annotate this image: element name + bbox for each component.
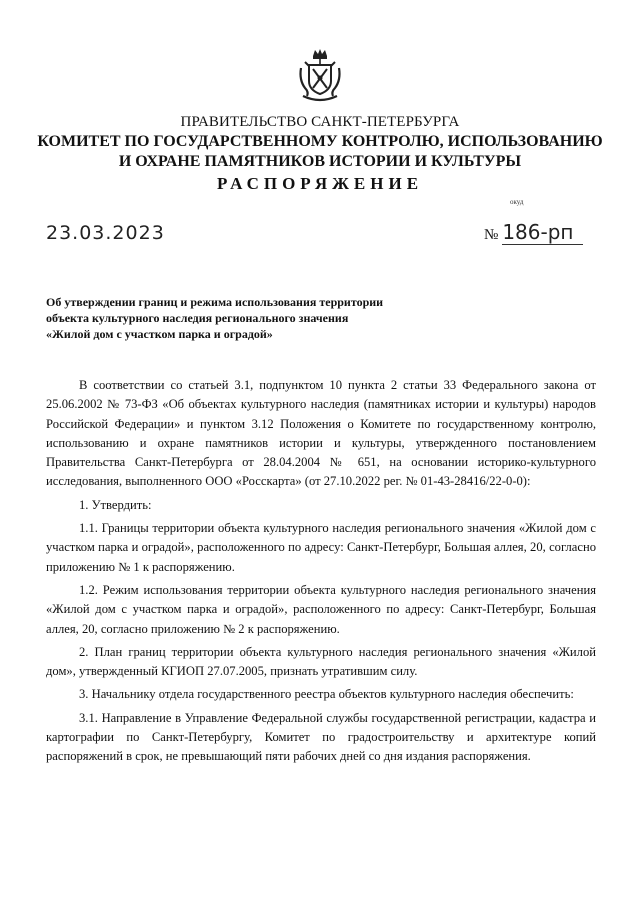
clause-1-2: 1.2. Режим использования территории объекта культурного наследия регионального значения «Жилой дом с участком парка и оградой», расположенного по адресу: Санкт-Петербург, Большая аллея, 20, согласно приложению № 2 к распоряжению. <box>46 582 596 636</box>
document-date: 23.03.2023 <box>46 222 165 244</box>
committee-title-line-1: КОМИТЕТ ПО ГОСУДАРСТВЕННОМУ КОНТРОЛЮ, ИСПОЛЬЗОВАНИЮ <box>37 133 603 150</box>
committee-title-line-2: И ОХРАНЕ ПАМЯТНИКОВ ИСТОРИИ И КУЛЬТУРЫ <box>118 153 522 170</box>
clause-3-1: 3.1. Направление в Управление Федеральной службы государственной регистрации, кадастра и картографии по Санкт-Петербургу, Комитет по градостроительству и архитектуре копий распоряжений в срок, не превышающий пяти рабочих дней со дня издания распоряжения. <box>46 710 596 764</box>
subject-line-3: «Жилой дом с участком парка и оградой» <box>46 327 273 341</box>
clause-3: 3. Начальнику отдела государственного реестра объектов культурного наследия обеспечить: <box>79 687 574 702</box>
clause-1: 1. Утвердить: <box>79 497 152 512</box>
clause-2: 2. План границ территории объекта культурного наследия регионального значения «Жилой дом», утвержденный КГИОП 27.07.2005, признать утратившим силу. <box>46 644 596 679</box>
subject-line-1: Об утверждении границ и режима использования территории <box>46 295 384 309</box>
number-sign: № <box>484 227 499 243</box>
document-number-block <box>484 220 583 245</box>
okud-label: окуд <box>510 198 524 206</box>
clause-1-1: 1.1. Границы территории объекта культурного наследия регионального значения «Жилой дом с участком парка и оградой», расположенного по адресу: Санкт-Петербург, Большая аллея, 20, согласно приложению № 1 к распоряжению. <box>46 521 596 574</box>
document-subject <box>46 294 466 342</box>
coat-of-arms-icon <box>295 48 345 104</box>
subject-line-2: объекта культурного наследия регионального значения <box>46 311 349 325</box>
document-number: 186-рп <box>502 220 583 245</box>
government-title: ПРАВИТЕЛЬСТВО САНКТ-ПЕТЕРБУРГА <box>180 114 460 130</box>
preamble-paragraph: В соответствии со статьей 3.1, подпунктом 10 пункта 2 статьи 33 Федерального закона от 25.06.2002 № 73-ФЗ «Об объектах культурного наследия (памятниках истории и культуры) народов Российской Федерации» и пунктом 3.12 Положения о Комитете по государственному контролю, использованию и охране памятников истории и культуры, утвержденного постановлением Правительства Санкт-Петербурга от 28.04.2004 № 651, на основании историко-культурного исследования, выполненного ООО «Росскарта» (от 27.10.2022 рег. № 01-43-28416/22-0-0): <box>46 378 596 489</box>
document-type-title: РАСПОРЯЖЕНИЕ <box>216 174 424 193</box>
document-body <box>46 376 596 767</box>
